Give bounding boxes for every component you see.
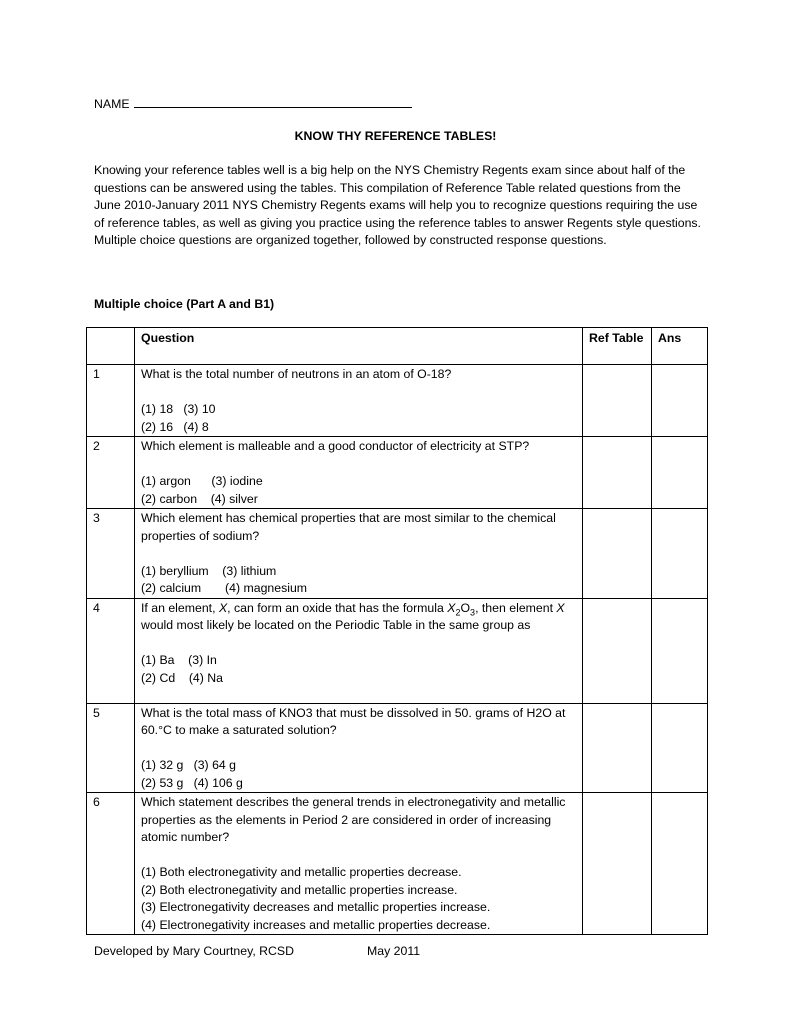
question-cell	[135, 598, 583, 703]
question-text	[141, 600, 576, 635]
ref-table-cell[interactable]	[583, 793, 652, 935]
answer-choices	[141, 563, 576, 598]
question-cell	[135, 793, 583, 935]
choice-line: (3) Electronegativity decreases and metallic properties increase.	[141, 900, 491, 914]
name-label: NAME	[94, 97, 130, 111]
question-cell	[135, 437, 583, 509]
table-row	[87, 598, 708, 703]
choice-line: (2) Both electronegativity and metallic properties increase.	[141, 882, 458, 897]
choice-line: (2) calcium (4) magnesium	[141, 581, 308, 595]
answer-choices	[141, 864, 576, 934]
question-text-part: , can form an oxide that has the formula	[227, 600, 448, 615]
choice-line: (2) 16 (4) 8	[141, 419, 209, 434]
question-cell	[135, 365, 583, 437]
question-text: Which element is malleable and a good conductor of electricity at STP?	[141, 439, 530, 453]
name-blank-line[interactable]	[134, 93, 412, 108]
choice-line: (1) argon (3) iodine	[141, 474, 263, 488]
intro-paragraph: Knowing your reference tables well is a big help on the NYS Chemistry Regents exam since about half of the questions can be answered using the tables. This compilation of Reference Table related questions from the June 2010-January 2011 NYS Chemistry Regents exams will help you to recognize questions requiring the use of reference tables, as well as giving you practice using the reference tables to answer Regents style questions. Multiple choice questions are organized together, followed by constructed response questions.	[94, 163, 701, 247]
question-text: Which statement describes the general trends in electronegativity and metallic properties as the elements in Period 2 are considered in order of increasing atomic number?	[141, 795, 566, 844]
question-text-part: would most likely be located on the Periodic Table in the same group as	[141, 618, 531, 632]
table-row	[87, 437, 708, 509]
section-title: Multiple choice (Part A and B1)	[94, 297, 275, 311]
header-ref-table: Ref Table	[583, 328, 652, 365]
row-number: 2	[87, 437, 135, 509]
subscript: 2	[455, 606, 461, 617]
choice-line: (2) Cd (4) Na	[141, 670, 223, 685]
question-text: What is the total number of neutrons in an atom of O-18?	[141, 367, 452, 381]
footer-author: Developed by Mary Courtney, RCSD	[94, 944, 295, 958]
table-header-row	[87, 328, 708, 365]
table-row	[87, 703, 708, 793]
choice-line: (1) Both electronegativity and metallic properties decrease.	[141, 865, 462, 879]
header-num	[87, 328, 135, 365]
ref-table-cell[interactable]	[583, 509, 652, 599]
table-row	[87, 793, 708, 935]
question-text-part: , then element	[475, 600, 557, 615]
ref-table-cell[interactable]	[583, 598, 652, 703]
question-table	[86, 327, 708, 935]
ref-table-cell[interactable]	[583, 703, 652, 793]
answer-cell[interactable]	[652, 598, 708, 703]
choice-line: (2) carbon (4) silver	[141, 491, 258, 506]
answer-choices	[141, 401, 576, 436]
row-number: 3	[87, 509, 135, 599]
choice-line: (1) Ba (3) In	[141, 653, 217, 667]
variable-x: X	[447, 600, 456, 615]
footer	[94, 943, 594, 961]
name-field	[94, 93, 412, 114]
answer-choices	[141, 652, 576, 687]
header-ans: Ans	[652, 328, 708, 365]
ref-table-cell[interactable]	[583, 437, 652, 509]
question-text: What is the total mass of KNO3 that must be dissolved in 50. grams of H2O at 60.°C to make a saturated solution?	[141, 705, 566, 737]
choice-line: (1) 18 (3) 10	[141, 402, 216, 416]
question-text-part: O	[460, 600, 471, 615]
answer-choices	[141, 757, 576, 792]
row-number: 5	[87, 703, 135, 793]
row-number: 4	[87, 598, 135, 703]
question-text-part: If an element,	[141, 600, 219, 615]
table-row	[87, 509, 708, 599]
choice-line: (2) 53 g (4) 106 g	[141, 775, 243, 790]
answer-choices	[141, 473, 576, 508]
answer-cell[interactable]	[652, 365, 708, 437]
answer-cell[interactable]	[652, 437, 708, 509]
choice-line: (4) Electronegativity increases and metallic properties decrease.	[141, 917, 491, 932]
choice-line: (1) beryllium (3) lithium	[141, 563, 277, 578]
subscript: 3	[470, 606, 476, 617]
header-question: Question	[135, 328, 583, 365]
question-text: Which element has chemical properties that are most similar to the chemical properties of sodium?	[141, 511, 556, 543]
variable-x: X	[218, 600, 228, 615]
question-cell	[135, 703, 583, 793]
variable-x: X	[556, 600, 565, 615]
row-number: 6	[87, 793, 135, 935]
answer-cell[interactable]	[652, 703, 708, 793]
choice-line: (1) 32 g (3) 64 g	[141, 758, 237, 772]
answer-cell[interactable]	[652, 509, 708, 599]
footer-date: May 2011	[367, 944, 421, 958]
answer-cell[interactable]	[652, 793, 708, 935]
ref-table-cell[interactable]	[583, 365, 652, 437]
table-row	[87, 365, 708, 437]
question-cell	[135, 509, 583, 599]
row-number: 1	[87, 365, 135, 437]
page-title: KNOW THY REFERENCE TABLES!	[294, 129, 497, 143]
